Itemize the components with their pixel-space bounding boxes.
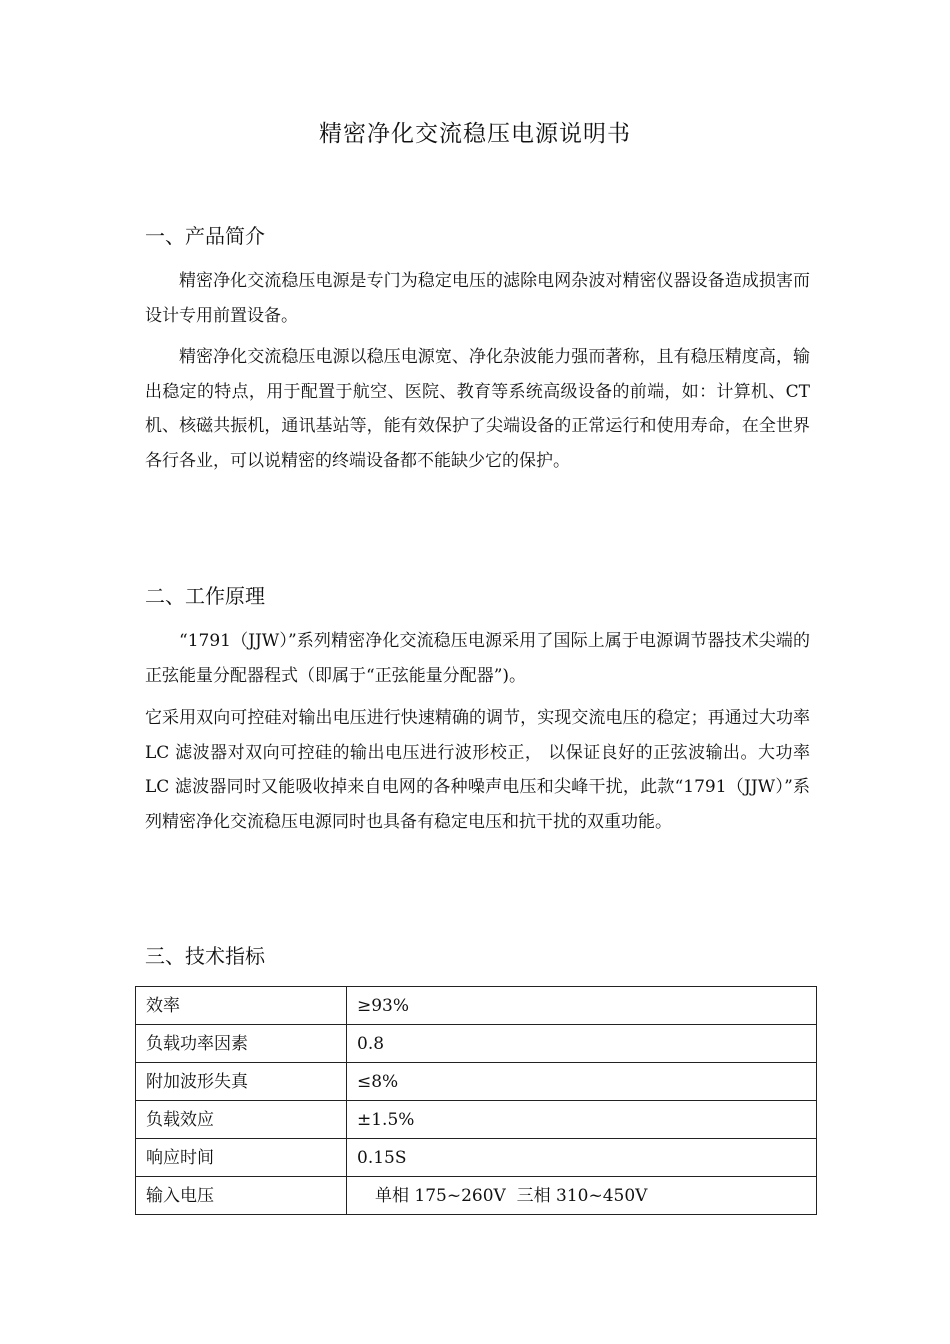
spec-value-cell: ≤8% xyxy=(347,1063,817,1101)
paragraph-working-principle-2: 它采用双向可控硅对输出电压进行快速精确的调节，实现交流电压的稳定；再通过大功率 LC 滤波器对双向可控硅的输出电压进行波形校正， 以保证良好的正弦波输出。大功率 LC 滤波器同时又能吸收掉来自电网的各种噪声电压和尖峰干扰，此款“1791（JJW）”系列精密净化交流稳压电源同时也具备有稳定电压和抗干扰的双重功能。 xyxy=(145,708,810,832)
document-title: 精密净化交流稳压电源说明书 xyxy=(319,121,631,147)
spec-param-cell: 附加波形失真 xyxy=(136,1063,347,1101)
spec-value-cell: 0.8 xyxy=(347,1025,817,1063)
table-row xyxy=(136,1025,817,1063)
section-heading-working-principle: 二、工作原理 xyxy=(145,584,265,608)
section-heading-product-intro: 一、产品简介 xyxy=(145,224,265,248)
spec-value-cell: ≥93% xyxy=(347,987,817,1025)
table-row xyxy=(136,987,817,1025)
table-row xyxy=(136,1063,817,1101)
spec-param-cell: 负载效应 xyxy=(136,1101,347,1139)
spec-value-cell: ±1.5% xyxy=(347,1101,817,1139)
paragraph-working-principle-1: “1791（JJW）”系列精密净化交流稳压电源采用了国际上属于电源调节器技术尖端的正弦能量分配器程式（即属于“正弦能量分配器”)。 xyxy=(145,631,810,686)
spec-param-cell: 效率 xyxy=(136,987,347,1025)
spec-param-cell: 响应时间 xyxy=(136,1139,347,1177)
paragraph-product-intro-2: 精密净化交流稳压电源以稳压电源宽、净化杂波能力强而著称，且有稳压精度高，输出稳定的特点，用于配置于航空、医院、教育等系统高级设备的前端，如：计算机、CT 机、核磁共振机，通讯基站等，能有效保护了尖端设备的正常运行和使用寿命，在全世界各行各业，可以说精密的终端设备都不能缺少它的保护。 xyxy=(145,347,810,471)
paragraph-product-intro-1: 精密净化交流稳压电源是专门为稳定电压的滤除电网杂波对精密仪器设备造成损害而设计专用前置设备。 xyxy=(145,271,810,326)
spec-param-cell: 输入电压 xyxy=(136,1177,347,1215)
spec-value-cell: 单相 175~260V 三相 310~450V xyxy=(347,1177,817,1215)
spec-param-cell: 负载功率因素 xyxy=(136,1025,347,1063)
spec-value-cell: 0.15S xyxy=(347,1139,817,1177)
table-row xyxy=(136,1177,817,1215)
spec-table xyxy=(135,986,817,1215)
table-row xyxy=(136,1101,817,1139)
table-row xyxy=(136,1139,817,1177)
section-heading-technical-specs: 三、技术指标 xyxy=(145,944,265,968)
